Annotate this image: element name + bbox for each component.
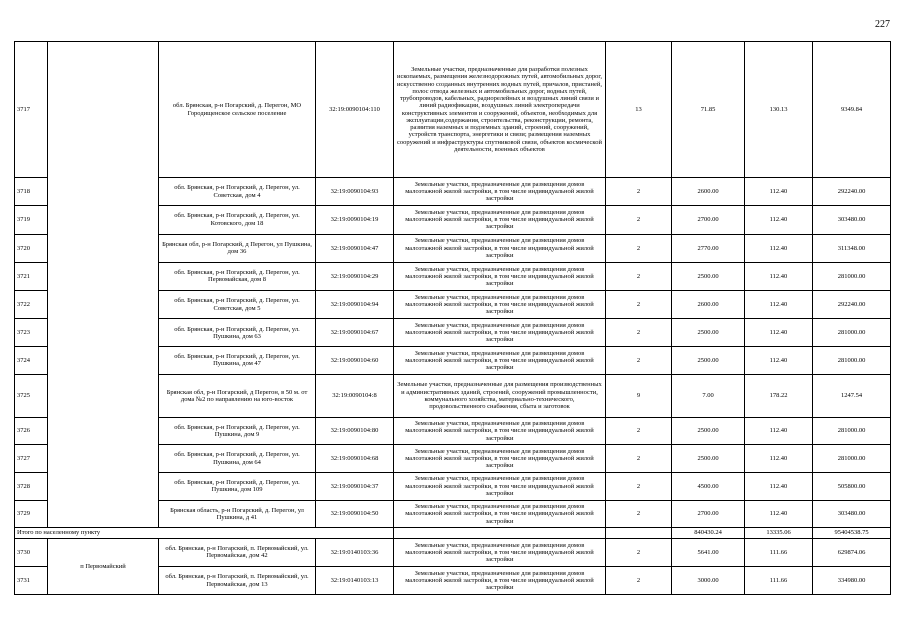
row-number: 3730 (15, 538, 48, 567)
value-cell: 281000.00 (813, 445, 891, 473)
row-number: 3731 (15, 567, 48, 595)
value-cell: 281000.00 (813, 347, 891, 375)
rate-cell: 112.40 (745, 473, 813, 501)
row-number: 3719 (15, 205, 48, 234)
cadastral-number: 32:19:0090104:37 (316, 473, 394, 501)
rate-cell: 112.40 (745, 263, 813, 291)
total-empty-cell (394, 528, 606, 538)
cadastral-number: 32:19:0090104:94 (316, 290, 394, 319)
cadastral-number: 32:19:0140103:13 (316, 567, 394, 595)
area-cell: 4500.00 (672, 473, 745, 501)
rate-cell: 111.66 (745, 567, 813, 595)
rate-cell: 112.40 (745, 205, 813, 234)
address-cell: обл. Брянская, р-н Погарский, д. Перегон, ул. Советская, дом 4 (159, 178, 316, 206)
area-cell: 5641.00 (672, 538, 745, 567)
rate-cell: 112.40 (745, 178, 813, 206)
value-cell: 281000.00 (813, 417, 891, 445)
address-cell: обл. Брянская, р-н Погарский, д. Перегон, ул. Первомайская, дом 8 (159, 263, 316, 291)
address-cell: обл. Брянская, р-н Погарский, д. Перегон, ул. Пушкина, дом 9 (159, 417, 316, 445)
address-cell: Брянская обл, р-н Погарский, д Перегон, в 50 м. от дома №2 по направлению на юго-восток (159, 374, 316, 417)
group-cell: 13 (606, 42, 672, 178)
area-cell: 71.85 (672, 42, 745, 178)
area-cell: 2600.00 (672, 178, 745, 206)
row-number: 3725 (15, 374, 48, 417)
address-cell: обл. Брянская, р-н Погарский, д. Перегон, МО Городищенское сельское поселение (159, 42, 316, 178)
group-cell: 2 (606, 290, 672, 319)
cadastral-number: 32:19:0090104:93 (316, 178, 394, 206)
rate-cell: 112.40 (745, 417, 813, 445)
group-cell: 9 (606, 374, 672, 417)
address-cell: обл. Брянская, р-н Погарский, д. Перегон, ул. Пушкина, дом 64 (159, 445, 316, 473)
group-cell: 2 (606, 417, 672, 445)
row-number: 3727 (15, 445, 48, 473)
address-cell: обл. Брянская, р-н Погарский, д. Перегон, ул. Пушкина, дом 109 (159, 473, 316, 501)
land-use-cell: Земельные участки, предназначенные для размещения домов малоэтажной жилой застройки, в том числе индивидуальной жилой застройки (394, 263, 606, 291)
land-use-cell: Земельные участки, предназначенные для размещения домов малоэтажной жилой застройки, в том числе индивидуальной жилой застройки (394, 445, 606, 473)
land-use-cell: Земельные участки, предназначенные для размещения домов малоэтажной жилой застройки, в том числе индивидуальной жилой застройки (394, 567, 606, 595)
land-register-table (14, 41, 891, 595)
value-cell: 303480.00 (813, 500, 891, 528)
address-cell: обл. Брянская, р-н Погарский, д. Перегон, ул. Пушкина, дом 63 (159, 319, 316, 347)
settlement-cell (48, 42, 159, 528)
address-cell: обл. Брянская, р-н Погарский, д. Перегон, ул. Советская, дом 5 (159, 290, 316, 319)
address-cell: Брянская обл, р-н Погарский, д Перегон, ул Пушкина, дом 36 (159, 234, 316, 263)
cadastral-number: 32:19:0140103:36 (316, 538, 394, 567)
land-use-cell: Земельные участки, предназначенные для размещения домов малоэтажной жилой застройки, в том числе индивидуальной жилой застройки (394, 205, 606, 234)
cadastral-number: 32:19:0090104:8 (316, 374, 394, 417)
address-cell: обл. Брянская, р-н Погарский, д. Перегон, ул. Пушкина, дом 47 (159, 347, 316, 375)
land-use-cell: Земельные участки, предназначенные для размещения домов малоэтажной жилой застройки, в том числе индивидуальной жилой застройки (394, 473, 606, 501)
rate-cell: 112.40 (745, 500, 813, 528)
table-row (15, 42, 891, 178)
land-use-cell: Земельные участки, предназначенные для размещения домов малоэтажной жилой застройки, в том числе индивидуальной жилой застройки (394, 500, 606, 528)
land-use-cell: Земельные участки, предназначенные для размещения домов малоэтажной жилой застройки, в том числе индивидуальной жилой застройки (394, 234, 606, 263)
rate-cell: 112.40 (745, 290, 813, 319)
total-label: Итого по населенному пункту (15, 528, 394, 538)
row-number: 3729 (15, 500, 48, 528)
value-cell: 292240.00 (813, 290, 891, 319)
row-number: 3718 (15, 178, 48, 206)
land-use-cell: Земельные участки, предназначенные для размещения домов малоэтажной жилой застройки, в том числе индивидуальной жилой застройки (394, 178, 606, 206)
group-cell: 2 (606, 319, 672, 347)
row-number: 3721 (15, 263, 48, 291)
cadastral-number: 32:19:0090104:60 (316, 347, 394, 375)
value-cell: 334980.00 (813, 567, 891, 595)
value-cell: 281000.00 (813, 263, 891, 291)
value-cell: 629874.06 (813, 538, 891, 567)
row-number: 3717 (15, 42, 48, 178)
rate-cell: 178.22 (745, 374, 813, 417)
group-cell: 2 (606, 500, 672, 528)
rate-cell: 112.40 (745, 234, 813, 263)
total-row (15, 528, 891, 538)
cadastral-number: 32:19:0090104:19 (316, 205, 394, 234)
cadastral-number: 32:19:0090104:29 (316, 263, 394, 291)
value-cell: 1247.54 (813, 374, 891, 417)
group-cell: 2 (606, 445, 672, 473)
rate-cell: 112.40 (745, 319, 813, 347)
value-cell: 292240.00 (813, 178, 891, 206)
area-cell: 2500.00 (672, 347, 745, 375)
row-number: 3723 (15, 319, 48, 347)
total-area: 840430.24 (672, 528, 745, 538)
rate-cell: 112.40 (745, 445, 813, 473)
land-use-cell: Земельные участки, предназначенные для размещения домов малоэтажной жилой застройки, в том числе индивидуальной жилой застройки (394, 347, 606, 375)
value-cell: 281000.00 (813, 319, 891, 347)
value-cell: 303480.00 (813, 205, 891, 234)
rate-cell: 111.66 (745, 538, 813, 567)
group-cell: 2 (606, 538, 672, 567)
group-cell: 2 (606, 234, 672, 263)
address-cell: обл. Брянская, р-н Погарский, д. Перегон, ул. Котовского, дом 18 (159, 205, 316, 234)
rate-cell: 112.40 (745, 347, 813, 375)
group-cell: 2 (606, 205, 672, 234)
area-cell: 2500.00 (672, 445, 745, 473)
cadastral-number: 32:19:0090104:80 (316, 417, 394, 445)
land-use-cell: Земельные участки, предназначенные для размещения производственных и административных зданий, строений, сооружений промышленности, коммунального хозяйства, материально-технического, продовольственного снабжения, сбыта и заготовок (394, 374, 606, 417)
group-cell: 2 (606, 473, 672, 501)
cadastral-number: 32:19:0090104:67 (316, 319, 394, 347)
land-use-cell: Земельные участки, предназначенные для размещения домов малоэтажной жилой застройки, в том числе индивидуальной жилой застройки (394, 417, 606, 445)
land-use-cell: Земельные участки, предназначенные для разработки полезных ископаемых, размещения железнодорожных путей, автомобильных дорог, искусственно созданных внутренних водных путей, причалов, пристаней, полос отвода железных и автомобильных дорог, водных путей, трубопроводов, кабельных, радиорелейных и воздушных линий связи и линий радиофикации, воздушных линий электропередачи конструктивных элементов и сооружений, объектов, необходимых для эксплуатации,содержания, строительства, реконструкции, ремонта, развития наземных и подземных зданий, строений, сооружений, устройств транспорта, энергетики и связи; размещения наземных сооружений и инфраструктуры спутниковой связи, объектов космической деятельности, военных объектов (394, 42, 606, 178)
table-row (15, 538, 891, 567)
settlement-label: п Первомайский (48, 538, 159, 594)
address-cell: Брянская область, р-н Погарский, д. Перегон, ул Пушкина, д 41 (159, 500, 316, 528)
total-rate: 13335.06 (745, 528, 813, 538)
total-empty-cell (606, 528, 672, 538)
value-cell: 311348.00 (813, 234, 891, 263)
value-cell: 9349.84 (813, 42, 891, 178)
cadastral-number: 32:19:0090104:50 (316, 500, 394, 528)
area-cell: 2700.00 (672, 500, 745, 528)
cadastral-number: 32:19:0090104:68 (316, 445, 394, 473)
land-use-cell: Земельные участки, предназначенные для размещения домов малоэтажной жилой застройки, в том числе индивидуальной жилой застройки (394, 290, 606, 319)
row-number: 3720 (15, 234, 48, 263)
area-cell: 2770.00 (672, 234, 745, 263)
value-cell: 505800.00 (813, 473, 891, 501)
area-cell: 2500.00 (672, 263, 745, 291)
area-cell: 2500.00 (672, 417, 745, 445)
row-number: 3724 (15, 347, 48, 375)
row-number: 3728 (15, 473, 48, 501)
cadastral-number: 32:19:0090104:47 (316, 234, 394, 263)
group-cell: 2 (606, 178, 672, 206)
group-cell: 2 (606, 567, 672, 595)
address-cell: обл. Брянская, р-н Погарский, п. Первомайский, ул. Первомайская, дом 42 (159, 538, 316, 567)
area-cell: 2600.00 (672, 290, 745, 319)
land-use-cell: Земельные участки, предназначенные для размещения домов малоэтажной жилой застройки, в том числе индивидуальной жилой застройки (394, 538, 606, 567)
land-use-cell: Земельные участки, предназначенные для размещения домов малоэтажной жилой застройки, в том числе индивидуальной жилой застройки (394, 319, 606, 347)
row-number: 3726 (15, 417, 48, 445)
group-cell: 2 (606, 347, 672, 375)
area-cell: 2700.00 (672, 205, 745, 234)
rate-cell: 130.13 (745, 42, 813, 178)
total-value: 95404538.75 (813, 528, 891, 538)
row-number: 3722 (15, 290, 48, 319)
area-cell: 3000.00 (672, 567, 745, 595)
cadastral-number: 32:19:0090104:110 (316, 42, 394, 178)
page-number: 227 (875, 19, 890, 30)
area-cell: 7.00 (672, 374, 745, 417)
area-cell: 2500.00 (672, 319, 745, 347)
group-cell: 2 (606, 263, 672, 291)
address-cell: обл. Брянская, р-н Погарский, п. Первомайский, ул. Первомайская, дом 13 (159, 567, 316, 595)
